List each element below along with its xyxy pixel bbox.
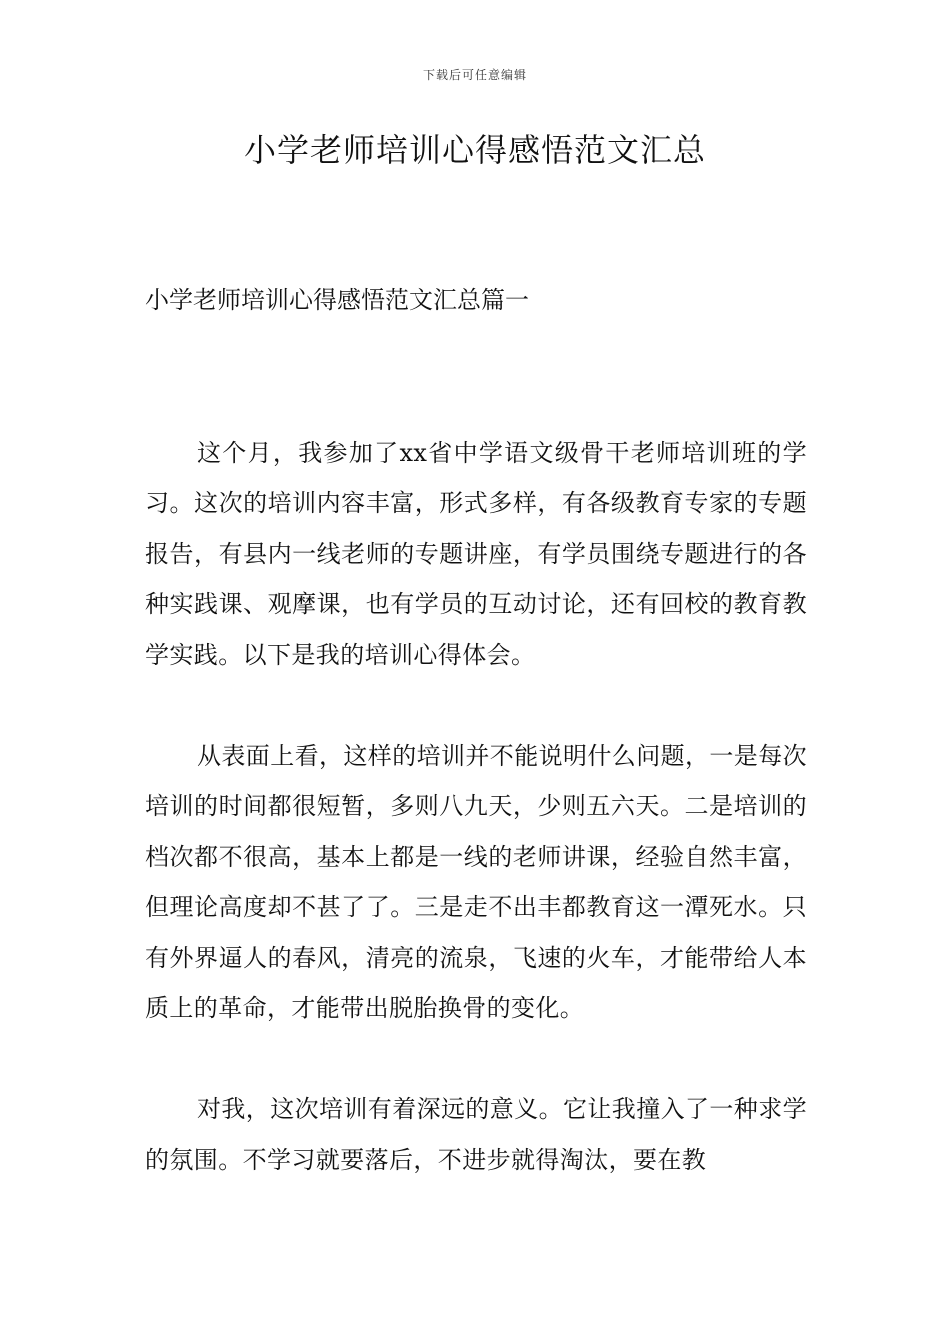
document-title: 小学老师培训心得感悟范文汇总 — [243, 131, 706, 169]
section-heading: 小学老师培训心得感悟范文汇总篇一 — [145, 286, 529, 314]
paragraph: 对我，这次培训有着深远的意义。它让我撞入了一种求学的氛围。不学习就要落后，不进步就得淘汰，要在教 — [145, 1095, 807, 1174]
paragraph: 从表面上看，这样的培训并不能说明什么问题，一是每次培训的时间都很短暂，多则八九天，少则五六天。二是培训的档次都不很高，基本上都是一线的老师讲课，经验自然丰富，但理论高度却不甚了了。三是走不出丰都教育这一潭死水。只有外界逼人的春风，清亮的流泉，飞速的火车，才能带给人本质上的革命，才能带出脱胎换骨的变化。 — [145, 742, 807, 1023]
header-note: 下载后可任意编辑 — [422, 68, 527, 82]
document-body — [145, 428, 807, 1236]
paragraph: 这个月，我参加了xx省中学语文级骨干老师培训班的学习。这次的培训内容丰富，形式多样，有各级教育专家的专题报告，有县内一线老师的专题讲座，有学员围绕专题进行的各种实践课、观摩课，也有学员的互动讨论，还有回校的教育教学实践。以下是我的培训心得体会。 — [145, 439, 807, 669]
